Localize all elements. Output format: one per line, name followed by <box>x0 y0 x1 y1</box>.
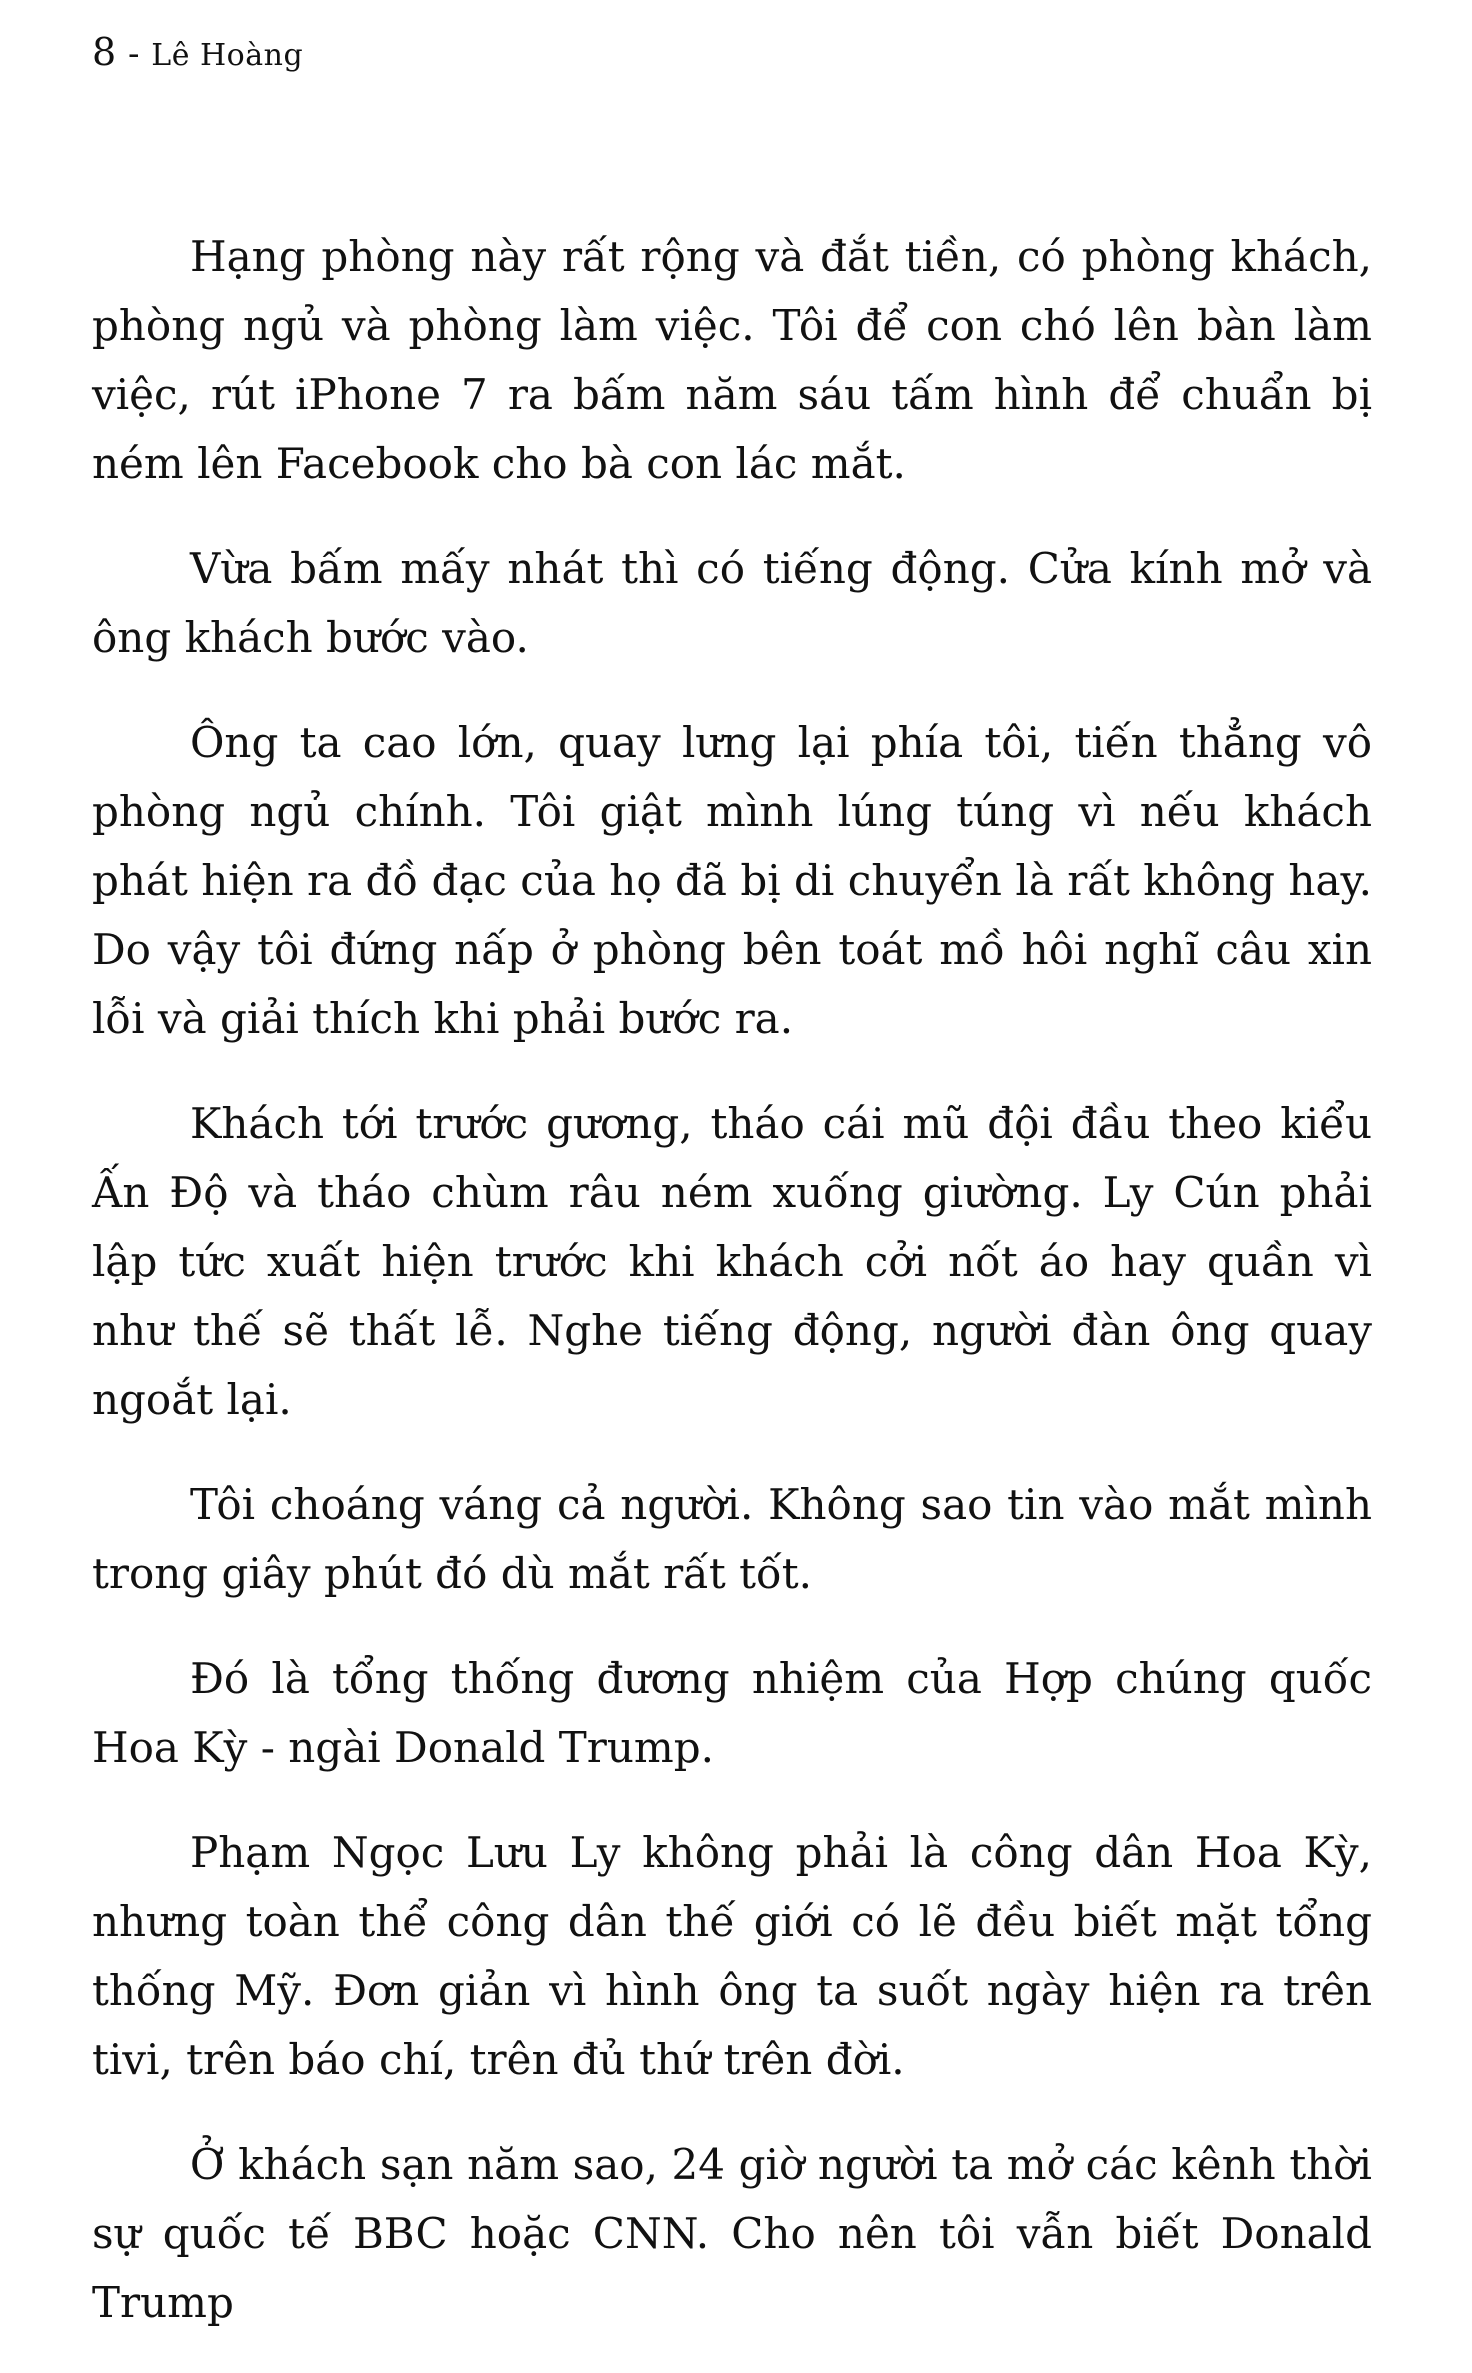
header-separator: - <box>116 34 152 74</box>
paragraph-2: Vừa bấm mấy nhát thì có tiếng động. Cửa kính mở và ông khách bước vào. <box>92 544 1372 662</box>
paragraph-3: Ông ta cao lớn, quay lưng lại phía tôi, tiến thẳng vô phòng ngủ chính. Tôi giật mình lúng túng vì nếu khách phát hiện ra đồ đạc của họ đã bị di chuyển là rất không hay. Do vậy tôi đứng nấp ở phòng bên toát mồ hôi nghĩ câu xin lỗi và giải thích khi phải bước ra. <box>92 718 1372 1043</box>
page-number: 8 <box>92 30 117 74</box>
paragraph-4: Khách tới trước gương, tháo cái mũ đội đầu theo kiểu Ấn Độ và tháo chùm râu ném xuống giường. Ly Cún phải lập tức xuất hiện trước khi khách cởi nốt áo hay quần vì như thế sẽ thất lễ. Nghe tiếng động, người đàn ông quay ngoắt lại. <box>92 1099 1372 1424</box>
paragraph-7: Phạm Ngọc Lưu Ly không phải là công dân Hoa Kỳ, nhưng toàn thể công dân thế giới có lẽ đều biết mặt tổng thống Mỹ. Đơn giản vì hình ông ta suốt ngày hiện ra trên tivi, trên báo chí, trên đủ thứ trên đời. <box>92 1828 1372 2084</box>
running-header <box>92 28 303 80</box>
paragraph-5: Tôi choáng váng cả người. Không sao tin vào mắt mình trong giây phút đó dù mắt rất tốt. <box>92 1480 1372 1598</box>
paragraph-6: Đó là tổng thống đương nhiệm của Hợp chúng quốc Hoa Kỳ - ngài Donald Trump. <box>92 1654 1372 1772</box>
paragraph-8: Ở khách sạn năm sao, 24 giờ người ta mở các kênh thời sự quốc tế BBC hoặc CNN. Cho nên tôi vẫn biết Donald Trump <box>92 2140 1372 2327</box>
paragraph-1: Hạng phòng này rất rộng và đắt tiền, có phòng khách, phòng ngủ và phòng làm việc. Tôi để con chó lên bàn làm việc, rút iPhone 7 ra bấm năm sáu tấm hình để chuẩn bị ném lên Facebook cho bà con lác mắt. <box>92 232 1372 488</box>
author-name: Lê Hoàng <box>151 38 304 73</box>
body-text <box>92 222 1372 2373</box>
